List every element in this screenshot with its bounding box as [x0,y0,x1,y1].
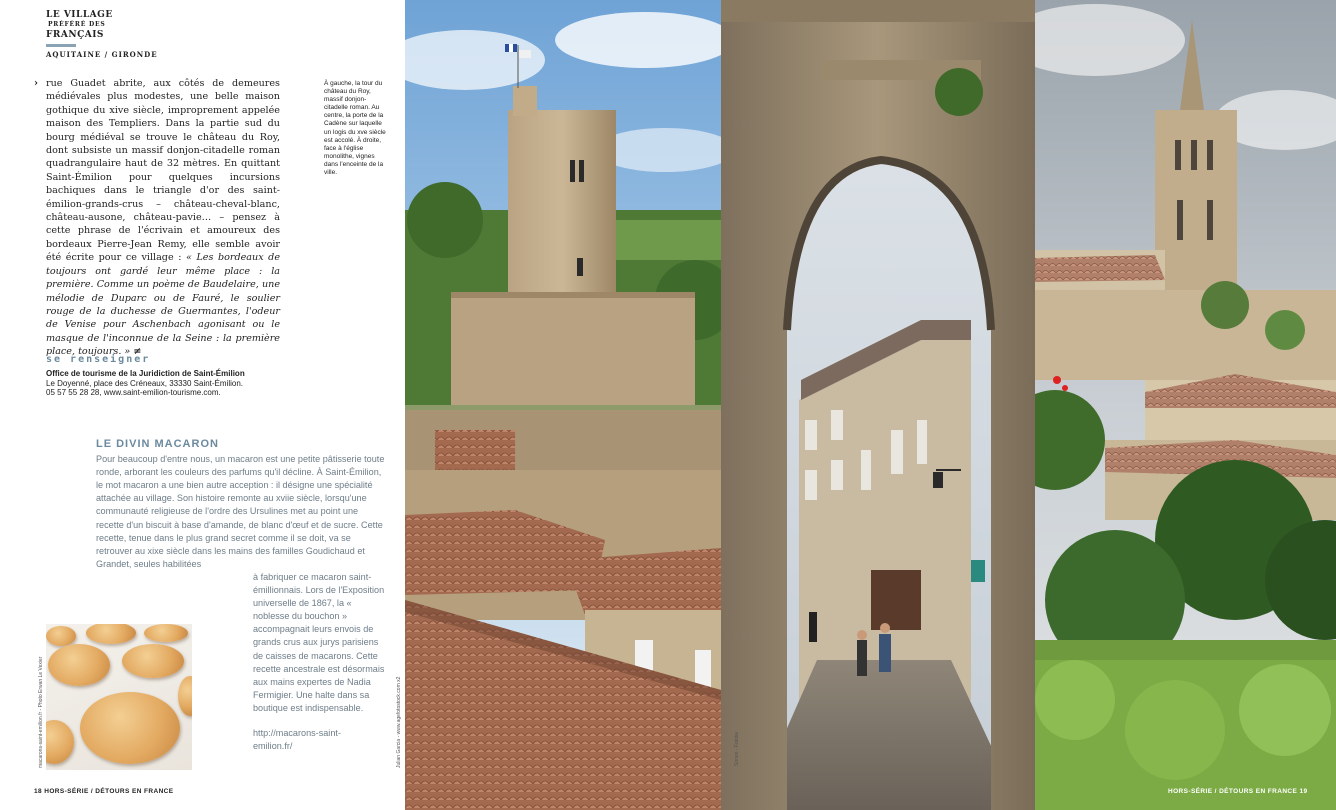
photo-credit-left: Julian Garcia - www.agefotostock.com x2 [396,676,402,768]
macaron-photo [46,624,192,770]
info-address: Le Doyenné, place des Créneaux, 33330 Saint-Émilion. [46,378,244,388]
photo-eglise-vignes [1035,0,1336,810]
macaron-paragraph-1: Pour beaucoup d'entre nous, un macaron est une petite pâtisserie toute ronde, arborant les couleurs des parfums qu'il décline. À Saint-Émilion, le mot macaron a une bien autre acception : il désigne une spécialité attachée au village. Son histoire remonte au xviie siècle, lorsqu'une communauté religieuse de l'ordre des Ursulines met au point une recette d'un biscuit à base d'amande, de blanc d'œuf et de sucre. Cette recette, tenue dans le plus grand secret comme il se doit, va se retrouver au xixe siècle dans les mains des familles Goudichaud et Grandet, seules habilitées [96,454,385,569]
end-mark-icon: ≠ [133,346,142,358]
folio-right: HORS-SÉRIE / DÉTOURS EN FRANCE 19 [1168,788,1308,795]
macaron-photo-credit: macarons-saint-emilion.fr - Photo Erwan Le Vexier [38,656,44,768]
photo-porte-cadene [721,0,1035,810]
info-title: se renseigner [46,354,151,365]
article-quote: « Les bordeaux de toujours ont gardé leur même place : la première. Comme un poème de Baudelaire, une mélodie de Duparc ou de Fauré, le soulier rouge de la duchesse de Guermantes, l'odeur de Venise pour Aschenbach agonisant ou le masque de l'inconnue de la Seine : la première place, toujours. » [46,252,280,358]
continuation-arrow-icon: › [34,78,38,89]
section-label: AQUITAINE / GIRONDE [46,50,158,59]
logo-underline [46,44,76,47]
macaron-url-link[interactable]: http://macarons-saint-emilion.fr/ [253,727,341,752]
logo-line-3: FRANÇAIS [46,30,104,40]
logo-line-2: PRÉFÉRÉ DES [48,21,106,28]
folio-left: 18 HORS-SÉRIE / DÉTOURS EN FRANCE [34,788,174,795]
village-prefere-logo [46,10,158,40]
info-name: Office de tourisme de la Juridiction de Saint-Émilion [46,369,245,378]
magazine-header [46,10,158,59]
photo-credit-middle: Sonon - Fotolia [734,732,740,766]
macaron-paragraph-2: à fabriquer ce macaron saint-émillionnais. Lors de l'Exposition universelle de 1867, la « noblesse du bouchon » accompagnait leurs envois de grands crus aux jurys parisiens de caisses de macarons. Cette recette ancestrale est désormais aux mains expertes de Nadia Fermigier. Une halte dans sa boutique est indispensable. [253,571,385,713]
article-text: rue Guadet abrite, aux côtés de demeures médiévales plus modestes, une belle maison gothique du xive siècle, improprement appelée maison des Templiers. Dans la partie sud du bourg médiéval se trouve le château du Roy, dont subsiste un massif donjon-citadelle roman quadrangulaire haut de 32 mètres. En quittant Saint-Émilion pour quelques incursions bachiques dans le triangle d'or des saint-émilion-grands-crus – château-cheval-blanc, château-ausone, château-pavie… – pensez à cette phrase de l'écrivain et amoureux des bordeaux Pierre-Jean Remy, elle semble avoir été écrite pour ce village : [46,78,280,264]
photo-tower-du-roy [405,0,721,810]
photo-caption: À gauche, la tour du château du Roy, massif donjon-citadelle roman. Au centre, la porte de la Cadène sur laquelle un logis du xve siècle est accolé. À droite, face à l'église monolithe, vignes dans l'enceinte de la ville. [324,80,386,177]
logo-line-1: LE VILLAGE [46,10,113,20]
info-box [46,354,286,398]
article-body [34,77,280,359]
info-contact: 05 57 55 28 28, www.saint-emilion-tourisme.com. [46,388,221,398]
macaron-title: LE DIVIN MACARON [96,438,219,450]
